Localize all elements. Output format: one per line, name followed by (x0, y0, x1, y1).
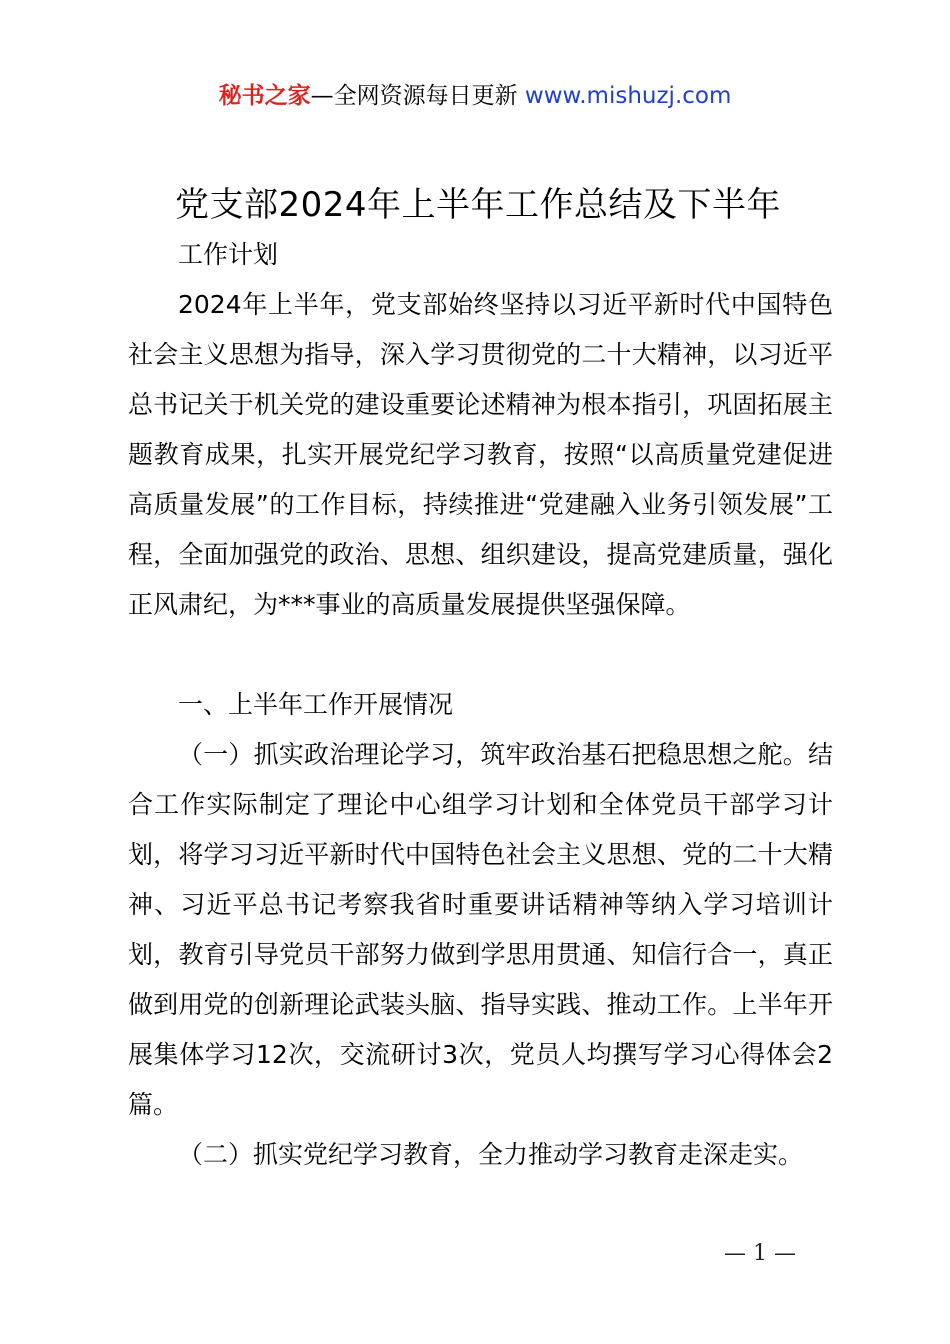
site-url-link[interactable]: www.mishuzj.com (524, 83, 732, 109)
document-title: 党支部2024年上半年工作总结及下半年 (174, 185, 782, 225)
site-name: 秘书之家 (218, 83, 311, 109)
document-title-continuation: 工作计划 (178, 240, 279, 269)
paragraph-intro: 2024年上半年，党支部始终坚持以习近平新时代中国特色社会主义思想为指导，深入学习贯彻党的二十大精神，以习近平总书记关于机关党的建设重要论述精神为根本指引，巩固拓展主题教育成果，扎实开展党纪学习教育，按照“以高质量党建促进高质量发展”的工作目标，持续推进“党建融入业务引领发展”工程，全面加强党的政治、思想、组织建设，提高党建质量，强化正风肃纪，为***事业的高质量发展提供坚强保障。 (128, 290, 833, 619)
paragraph-section-1-1: （一）抓实政治理论学习，筑牢政治基石把稳思想之舵。结合工作实际制定了理论中心组学习计划和全体党员干部学习计划，将学习习近平新时代中国特色社会主义思想、党的二十大精神、习近平总书记考察我省时重要讲话精神等纳入学习培训计划，教育引导党员干部努力做到学思用贯通、知信行合一，真正做到用党的创新理论武装头脑、指导实践、推动工作。上半年开展集体学习12次，交流研讨3次，党员人均撰写学习心得体会2篇。 (128, 740, 833, 1119)
site-header (0, 80, 950, 112)
page-number: — 1 — (724, 1241, 796, 1266)
paragraph-section-1-2: （二）抓实党纪学习教育，全力推动学习教育走深走实。 (178, 1140, 804, 1169)
section-heading-1: 一、上半年工作开展情况 (178, 690, 454, 719)
site-slogan: —全网资源每日更新 (310, 83, 525, 109)
